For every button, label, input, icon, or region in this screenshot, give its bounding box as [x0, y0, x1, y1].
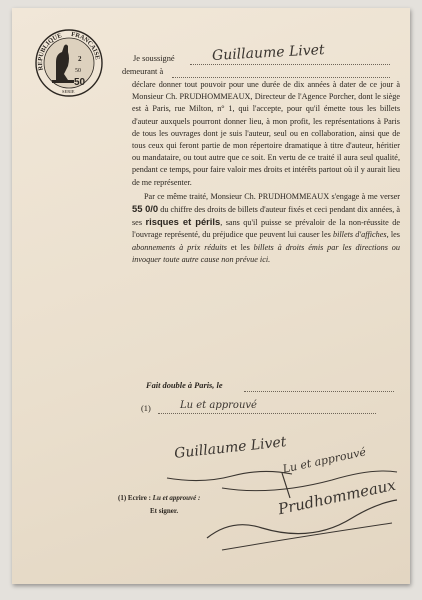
percentage: 55 0/0: [132, 203, 159, 215]
stamp-value-top: 2: [78, 55, 82, 63]
signature-prudhommeaux-flourish: [202, 488, 402, 558]
stamp-value-mid: 50: [75, 68, 81, 74]
date-line: [244, 391, 394, 392]
approval-line: [158, 413, 376, 414]
je-soussigne-label: Je soussigné: [133, 54, 175, 63]
demeurant-label: demeurant à: [122, 67, 164, 76]
risks-phrase: risques et périls: [145, 216, 221, 228]
stamp-arc-right: FRANCAISE: [70, 30, 101, 61]
note-mark: (1): [141, 404, 151, 413]
contract-body: [132, 79, 400, 266]
footnote-line-1: (1) Ecrire : Lu et approuvé :: [118, 494, 201, 502]
signature-livet: Guillaume Livet: [173, 434, 288, 462]
stamp-value-bottom: 50: [74, 77, 86, 88]
paragraph-1: déclare donner tout pouvoir pour une durée de dix années à dater de ce jour à Monsieur Ch. PRUDHOMMEAUX, Directeur de l'Agence Porcher, dont le siège est à Paris, rue Milton, n° 1, qui l'accepte, pour qu'il émette tous les billets d'auteur auxquels pourront donner lieu, à mon profit, les représentations à Paris de tous les ouvrages dont je suis l'auteur, seul ou en collaboration, ainsi que de tous ceux qui feront partie de mon répertoire dramatique à titre d'auteur, héritier ou mandataire, ou tout autre que ce soit. En vertu de ce traité il aura seul qualité, pendant ce temps, pour faire valoir mes droits et intérêts partout où il y aurait lieu de me représenter.: [132, 80, 400, 187]
stamp-footer: SERIE: [62, 89, 75, 94]
lu-approuve-handwritten: Lu et approuvé: [180, 400, 257, 411]
signature-prudhommeaux: Prudhommeaux: [276, 475, 398, 519]
signer-name-handwritten: Guillaume Livet: [211, 42, 325, 64]
footnote-line-2: Et signer.: [150, 507, 179, 515]
document-page: [12, 8, 410, 584]
address-line: [172, 77, 390, 78]
fait-double-label: Fait double à Paris, le: [146, 381, 223, 390]
paragraph-2: Par ce même traité, Monsieur Ch. PRUDHOMMEAUX s'engage à me verser 55 0/0 du chiffre des droits de billets d'auteur fixés et ceci pendant dix années, à ses risques et périls, sans qu'il puisse se prévaloir de la non-réussite de l'ouvrage représenté, du préjudice que peuvent lui causer les billets d'affiches, les abonnements à prix réduits et les billets à droits émis par les directions ou invoquer toute autre cause non prévue ici.: [132, 191, 401, 264]
name-line: [190, 64, 390, 65]
lu-approuve-handwritten-2: Lu et approuvé: [281, 445, 368, 476]
stamp-arc-left: REPUBLIQUE: [37, 32, 63, 71]
fiscal-stamp: [34, 28, 104, 98]
